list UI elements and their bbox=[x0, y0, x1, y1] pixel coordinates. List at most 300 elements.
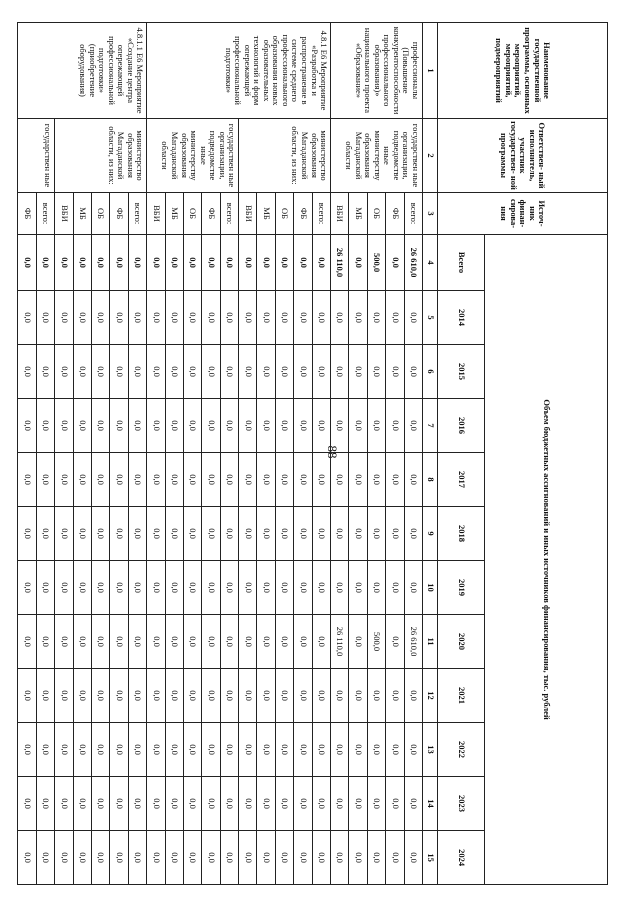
year-value-cell: 0,0 bbox=[239, 291, 257, 345]
total-value-cell: 0,0 bbox=[183, 235, 201, 291]
year-value-cell: 0,0 bbox=[349, 831, 367, 885]
year-value-cell: 0,0 bbox=[55, 507, 73, 561]
total-value-cell: 0,0 bbox=[55, 235, 73, 291]
year-value-cell: 0,0 bbox=[386, 399, 404, 453]
year-value-cell: 0,0 bbox=[18, 615, 36, 669]
source-cell: всего: bbox=[36, 193, 54, 235]
header-column-number: 9 bbox=[423, 507, 438, 561]
page-number: 88 bbox=[325, 445, 340, 459]
source-cell: ФБ bbox=[110, 193, 128, 235]
year-value-cell: 0,0 bbox=[239, 453, 257, 507]
year-value-cell: 0,0 bbox=[183, 561, 201, 615]
year-value-cell: 0,0 bbox=[386, 615, 404, 669]
header-column-number: 7 bbox=[423, 399, 438, 453]
year-value-cell: 0,0 bbox=[312, 615, 330, 669]
total-value-cell: 26 610,0 bbox=[404, 235, 422, 291]
year-value-cell: 0,0 bbox=[404, 723, 422, 777]
year-value-cell: 0,0 bbox=[36, 345, 54, 399]
header-year: Всего bbox=[438, 235, 485, 291]
year-value-cell: 0,0 bbox=[36, 561, 54, 615]
year-value-cell: 0,0 bbox=[331, 723, 349, 777]
year-value-cell: 0,0 bbox=[73, 615, 91, 669]
year-value-cell: 500,0 bbox=[367, 615, 385, 669]
header-column-number: 10 bbox=[423, 561, 438, 615]
year-value-cell: 0,0 bbox=[91, 777, 109, 831]
year-value-cell: 0,0 bbox=[331, 669, 349, 723]
year-value-cell: 0,0 bbox=[239, 777, 257, 831]
year-value-cell: 0,0 bbox=[367, 399, 385, 453]
header-year: 2021 bbox=[438, 669, 485, 723]
year-value-cell: 0,0 bbox=[257, 453, 275, 507]
total-value-cell: 0,0 bbox=[147, 235, 165, 291]
year-value-cell: 0,0 bbox=[367, 507, 385, 561]
header-year: 2024 bbox=[438, 831, 485, 885]
year-value-cell: 0,0 bbox=[202, 615, 220, 669]
total-value-cell: 0,0 bbox=[91, 235, 109, 291]
header-column-number: 3 bbox=[423, 193, 438, 235]
year-value-cell: 0,0 bbox=[18, 669, 36, 723]
year-value-cell: 0,0 bbox=[165, 777, 183, 831]
year-value-cell: 0,0 bbox=[110, 345, 128, 399]
year-value-cell: 0,0 bbox=[165, 345, 183, 399]
year-value-cell: 0,0 bbox=[147, 615, 165, 669]
year-value-cell: 0,0 bbox=[220, 507, 238, 561]
source-cell: ОБ bbox=[183, 193, 201, 235]
header-year: 2017 bbox=[438, 453, 485, 507]
year-value-cell: 0,0 bbox=[404, 291, 422, 345]
table-row bbox=[404, 23, 422, 885]
year-value-cell: 0,0 bbox=[110, 507, 128, 561]
source-cell: МБ bbox=[165, 193, 183, 235]
year-value-cell: 0,0 bbox=[386, 831, 404, 885]
source-cell: ОБ bbox=[367, 193, 385, 235]
year-value-cell: 0,0 bbox=[110, 453, 128, 507]
year-value-cell: 0,0 bbox=[239, 507, 257, 561]
total-value-cell: 26 110,0 bbox=[331, 235, 349, 291]
table-row bbox=[220, 23, 238, 885]
measure-name-cell: 4.8.1 Е6 Мероприятие «Разработка и распространение в системе среднего профессионального образования новых образовательных технологий и форм опережающей профессиональной подготовки» bbox=[147, 23, 331, 119]
header-column-number: 11 bbox=[423, 615, 438, 669]
executor-cell: министерство образования Магаданской области, из них: bbox=[239, 119, 331, 193]
year-value-cell: 0,0 bbox=[202, 345, 220, 399]
year-value-cell: 0,0 bbox=[257, 399, 275, 453]
source-cell: МБ bbox=[257, 193, 275, 235]
funding-table bbox=[17, 22, 608, 885]
header-executor: Ответствен- ный исполнитель, участник государствен- ной программы bbox=[438, 119, 608, 193]
year-value-cell: 0,0 bbox=[349, 399, 367, 453]
year-value-cell: 0,0 bbox=[257, 507, 275, 561]
measure-name-cell: профессионалы (Повышение конкурентоспособности профессионального образования)» национального проекта «Образование» bbox=[331, 23, 423, 119]
year-value-cell: 0,0 bbox=[36, 453, 54, 507]
year-value-cell: 0,0 bbox=[220, 615, 238, 669]
year-value-cell: 0,0 bbox=[55, 723, 73, 777]
total-value-cell: 0,0 bbox=[110, 235, 128, 291]
year-value-cell: 0,0 bbox=[220, 291, 238, 345]
header-year: 2016 bbox=[438, 399, 485, 453]
year-value-cell: 0,0 bbox=[294, 615, 312, 669]
executor-cell: государствен ные организации, подведомстве нные министерству образования Магаданской области bbox=[147, 119, 239, 193]
header-column-number: 6 bbox=[423, 345, 438, 399]
year-value-cell: 0,0 bbox=[202, 561, 220, 615]
source-cell: ВБИ bbox=[147, 193, 165, 235]
year-value-cell: 0,0 bbox=[312, 723, 330, 777]
header-column-numbers bbox=[423, 23, 438, 885]
year-value-cell: 0,0 bbox=[73, 399, 91, 453]
year-value-cell: 0,0 bbox=[183, 291, 201, 345]
header-name: Наименование государственной программы, основных мероприятий, мероприятий, подмероприятий bbox=[438, 23, 608, 119]
year-value-cell: 0,0 bbox=[220, 453, 238, 507]
year-value-cell: 0,0 bbox=[91, 399, 109, 453]
source-cell: МБ bbox=[349, 193, 367, 235]
total-value-cell: 0,0 bbox=[165, 235, 183, 291]
total-value-cell: 0,0 bbox=[349, 235, 367, 291]
year-value-cell: 0,0 bbox=[404, 453, 422, 507]
source-cell: всего: bbox=[312, 193, 330, 235]
year-value-cell: 0,0 bbox=[18, 831, 36, 885]
year-value-cell: 0,0 bbox=[55, 615, 73, 669]
header-year: 2015 bbox=[438, 345, 485, 399]
year-value-cell: 0,0 bbox=[55, 345, 73, 399]
header-column-number: 8 bbox=[423, 453, 438, 507]
total-value-cell: 0,0 bbox=[386, 235, 404, 291]
year-value-cell: 0,0 bbox=[404, 345, 422, 399]
year-value-cell: 0,0 bbox=[165, 291, 183, 345]
year-value-cell: 0,0 bbox=[239, 615, 257, 669]
header-year: 2018 bbox=[438, 507, 485, 561]
year-value-cell: 0,0 bbox=[257, 615, 275, 669]
year-value-cell: 0,0 bbox=[36, 777, 54, 831]
source-cell: всего: bbox=[404, 193, 422, 235]
total-value-cell: 0,0 bbox=[202, 235, 220, 291]
year-value-cell: 0,0 bbox=[147, 777, 165, 831]
year-value-cell: 0,0 bbox=[386, 777, 404, 831]
table-body bbox=[18, 23, 423, 885]
year-value-cell: 0,0 bbox=[73, 723, 91, 777]
year-value-cell: 0,0 bbox=[312, 561, 330, 615]
year-value-cell: 0,0 bbox=[147, 831, 165, 885]
year-value-cell: 0,0 bbox=[257, 669, 275, 723]
source-cell: ФБ bbox=[202, 193, 220, 235]
year-value-cell: 0,0 bbox=[294, 507, 312, 561]
year-value-cell: 0,0 bbox=[183, 345, 201, 399]
year-value-cell: 0,0 bbox=[367, 777, 385, 831]
total-value-cell: 0,0 bbox=[18, 235, 36, 291]
source-cell: ФБ bbox=[294, 193, 312, 235]
year-value-cell: 0,0 bbox=[404, 777, 422, 831]
year-value-cell: 0,0 bbox=[128, 831, 146, 885]
year-value-cell: 0,0 bbox=[73, 507, 91, 561]
year-value-cell: 0,0 bbox=[349, 669, 367, 723]
year-value-cell: 0,0 bbox=[91, 615, 109, 669]
year-value-cell: 0,0 bbox=[386, 669, 404, 723]
year-value-cell: 0,0 bbox=[128, 669, 146, 723]
source-cell: всего: bbox=[128, 193, 146, 235]
year-value-cell: 0,0 bbox=[73, 345, 91, 399]
year-value-cell: 0,0 bbox=[73, 831, 91, 885]
year-value-cell: 0,0 bbox=[147, 507, 165, 561]
year-value-cell: 0,0 bbox=[36, 831, 54, 885]
year-value-cell: 0,0 bbox=[165, 561, 183, 615]
year-value-cell: 0,0 bbox=[257, 777, 275, 831]
year-value-cell: 0,0 bbox=[147, 453, 165, 507]
year-value-cell: 0,0 bbox=[55, 831, 73, 885]
rotated-page bbox=[22, 22, 608, 884]
year-value-cell: 0,0 bbox=[312, 669, 330, 723]
year-value-cell: 0,0 bbox=[220, 723, 238, 777]
year-value-cell: 0,0 bbox=[294, 291, 312, 345]
year-value-cell: 0,0 bbox=[312, 507, 330, 561]
year-value-cell: 0,0 bbox=[55, 399, 73, 453]
year-value-cell: 0,0 bbox=[183, 831, 201, 885]
year-value-cell: 0,0 bbox=[404, 507, 422, 561]
year-value-cell: 0,0 bbox=[128, 561, 146, 615]
year-value-cell: 0,0 bbox=[36, 669, 54, 723]
year-value-cell: 0,0 bbox=[110, 291, 128, 345]
year-value-cell: 0,0 bbox=[202, 507, 220, 561]
year-value-cell: 0,0 bbox=[220, 669, 238, 723]
year-value-cell: 0,0 bbox=[312, 291, 330, 345]
year-value-cell: 0,0 bbox=[128, 615, 146, 669]
year-value-cell: 0,0 bbox=[202, 399, 220, 453]
header-year: 2019 bbox=[438, 561, 485, 615]
year-value-cell: 0,0 bbox=[367, 345, 385, 399]
year-value-cell: 0,0 bbox=[183, 723, 201, 777]
year-value-cell: 0,0 bbox=[220, 831, 238, 885]
year-value-cell: 0,0 bbox=[257, 723, 275, 777]
year-value-cell: 0,0 bbox=[349, 723, 367, 777]
year-value-cell: 0,0 bbox=[294, 345, 312, 399]
source-cell: ФБ bbox=[18, 193, 36, 235]
year-value-cell: 0,0 bbox=[91, 291, 109, 345]
header-source: Источ- ник финан- сирова- ния bbox=[438, 193, 608, 235]
source-cell: всего: bbox=[220, 193, 238, 235]
year-value-cell: 0,0 bbox=[147, 291, 165, 345]
year-value-cell: 0,0 bbox=[239, 561, 257, 615]
header-column-number: 14 bbox=[423, 777, 438, 831]
year-value-cell: 0,0 bbox=[73, 453, 91, 507]
year-value-cell: 0,0 bbox=[386, 291, 404, 345]
year-value-cell: 0,0 bbox=[73, 669, 91, 723]
year-value-cell: 0,0 bbox=[386, 453, 404, 507]
year-value-cell: 0,0 bbox=[128, 507, 146, 561]
year-value-cell: 0,0 bbox=[294, 669, 312, 723]
year-value-cell: 0,0 bbox=[165, 453, 183, 507]
year-value-cell: 0,0 bbox=[91, 453, 109, 507]
year-value-cell: 0,0 bbox=[367, 561, 385, 615]
year-value-cell: 0,0 bbox=[36, 507, 54, 561]
year-value-cell: 0,0 bbox=[257, 345, 275, 399]
year-value-cell: 0,0 bbox=[55, 669, 73, 723]
year-value-cell: 0,0 bbox=[147, 723, 165, 777]
table-row bbox=[36, 23, 54, 885]
year-value-cell: 0,0 bbox=[36, 399, 54, 453]
table-row bbox=[128, 23, 146, 885]
year-value-cell: 0,0 bbox=[55, 453, 73, 507]
year-value-cell: 0,0 bbox=[165, 831, 183, 885]
year-value-cell: 0,0 bbox=[91, 345, 109, 399]
year-value-cell: 0,0 bbox=[404, 399, 422, 453]
year-value-cell: 0,0 bbox=[331, 399, 349, 453]
total-value-cell: 0,0 bbox=[128, 235, 146, 291]
year-value-cell: 0,0 bbox=[275, 723, 293, 777]
year-value-cell: 0,0 bbox=[183, 777, 201, 831]
total-value-cell: 0,0 bbox=[294, 235, 312, 291]
year-value-cell: 0,0 bbox=[220, 399, 238, 453]
year-value-cell: 0,0 bbox=[55, 291, 73, 345]
year-value-cell: 0,0 bbox=[275, 453, 293, 507]
source-cell: ВБИ bbox=[239, 193, 257, 235]
header-year: 2023 bbox=[438, 777, 485, 831]
year-value-cell: 0,0 bbox=[147, 561, 165, 615]
year-value-cell: 0,0 bbox=[404, 561, 422, 615]
source-cell: ОБ bbox=[91, 193, 109, 235]
year-value-cell: 26 610,0 bbox=[404, 615, 422, 669]
year-value-cell: 0,0 bbox=[202, 291, 220, 345]
year-value-cell: 0,0 bbox=[36, 615, 54, 669]
year-value-cell: 0,0 bbox=[349, 561, 367, 615]
header-column-number: 4 bbox=[423, 235, 438, 291]
table-header bbox=[423, 23, 608, 885]
year-value-cell: 0,0 bbox=[165, 669, 183, 723]
total-value-cell: 0,0 bbox=[275, 235, 293, 291]
year-value-cell: 0,0 bbox=[183, 615, 201, 669]
year-value-cell: 0,0 bbox=[147, 345, 165, 399]
year-value-cell: 0,0 bbox=[239, 669, 257, 723]
year-value-cell: 0,0 bbox=[165, 399, 183, 453]
year-value-cell: 0,0 bbox=[202, 669, 220, 723]
year-value-cell: 0,0 bbox=[312, 777, 330, 831]
header-column-number: 2 bbox=[423, 119, 438, 193]
year-value-cell: 0,0 bbox=[331, 561, 349, 615]
year-value-cell: 26 110,0 bbox=[331, 615, 349, 669]
year-value-cell: 0,0 bbox=[331, 291, 349, 345]
executor-cell: министерство образования Магаданской области, из них: bbox=[55, 119, 147, 193]
year-value-cell: 0,0 bbox=[220, 345, 238, 399]
year-value-cell: 0,0 bbox=[128, 399, 146, 453]
year-value-cell: 0,0 bbox=[55, 777, 73, 831]
year-value-cell: 0,0 bbox=[312, 345, 330, 399]
year-value-cell: 0,0 bbox=[404, 831, 422, 885]
year-value-cell: 0,0 bbox=[294, 561, 312, 615]
year-value-cell: 0,0 bbox=[202, 723, 220, 777]
year-value-cell: 0,0 bbox=[91, 669, 109, 723]
year-value-cell: 0,0 bbox=[128, 453, 146, 507]
year-value-cell: 0,0 bbox=[275, 399, 293, 453]
year-value-cell: 0,0 bbox=[349, 507, 367, 561]
funding-table-wrapper bbox=[22, 22, 608, 884]
source-cell: ВБИ bbox=[331, 193, 349, 235]
header-column-number: 5 bbox=[423, 291, 438, 345]
year-value-cell: 0,0 bbox=[110, 669, 128, 723]
year-value-cell: 0,0 bbox=[294, 723, 312, 777]
year-value-cell: 0,0 bbox=[367, 291, 385, 345]
year-value-cell: 0,0 bbox=[91, 507, 109, 561]
year-value-cell: 0,0 bbox=[331, 831, 349, 885]
year-value-cell: 0,0 bbox=[312, 453, 330, 507]
year-value-cell: 0,0 bbox=[110, 723, 128, 777]
year-value-cell: 0,0 bbox=[275, 615, 293, 669]
year-value-cell: 0,0 bbox=[331, 345, 349, 399]
year-value-cell: 0,0 bbox=[36, 723, 54, 777]
total-value-cell: 0,0 bbox=[73, 235, 91, 291]
year-value-cell: 0,0 bbox=[128, 291, 146, 345]
year-value-cell: 0,0 bbox=[183, 507, 201, 561]
source-cell: ВБИ bbox=[55, 193, 73, 235]
year-value-cell: 0,0 bbox=[257, 831, 275, 885]
header-column-number: 15 bbox=[423, 831, 438, 885]
year-value-cell: 0,0 bbox=[18, 453, 36, 507]
header-funding-title: Объем бюджетных ассигнований и иных источников финансирования, тыс. рублей bbox=[485, 235, 608, 885]
year-value-cell: 0,0 bbox=[239, 831, 257, 885]
source-cell: МБ bbox=[73, 193, 91, 235]
year-value-cell: 0,0 bbox=[110, 777, 128, 831]
year-value-cell: 0,0 bbox=[110, 831, 128, 885]
year-value-cell: 0,0 bbox=[349, 615, 367, 669]
year-value-cell: 0,0 bbox=[294, 453, 312, 507]
year-value-cell: 0,0 bbox=[110, 615, 128, 669]
year-value-cell: 0,0 bbox=[220, 777, 238, 831]
year-value-cell: 0,0 bbox=[239, 723, 257, 777]
year-value-cell: 0,0 bbox=[18, 507, 36, 561]
total-value-cell: 0,0 bbox=[257, 235, 275, 291]
year-value-cell: 0,0 bbox=[183, 399, 201, 453]
measure-name-cell: 4.8.1.1 Е6 Мероприятие «Создание центра опережающей профессиональной подготовки» (приобретение оборудования) bbox=[18, 23, 147, 119]
year-value-cell: 0,0 bbox=[257, 561, 275, 615]
year-value-cell: 0,0 bbox=[386, 561, 404, 615]
executor-cell: государствен ные организации, подведомстве нные министерству образования Магаданской области bbox=[331, 119, 423, 193]
year-value-cell: 0,0 bbox=[349, 777, 367, 831]
year-value-cell: 0,0 bbox=[275, 831, 293, 885]
year-value-cell: 0,0 bbox=[183, 669, 201, 723]
year-value-cell: 0,0 bbox=[349, 291, 367, 345]
year-value-cell: 0,0 bbox=[18, 723, 36, 777]
year-value-cell: 0,0 bbox=[18, 291, 36, 345]
year-value-cell: 0,0 bbox=[183, 453, 201, 507]
header-year: 2020 bbox=[438, 615, 485, 669]
total-value-cell: 0,0 bbox=[220, 235, 238, 291]
executor-cell: государствен ные bbox=[18, 119, 55, 193]
year-value-cell: 0,0 bbox=[202, 831, 220, 885]
year-value-cell: 0,0 bbox=[73, 777, 91, 831]
year-value-cell: 0,0 bbox=[349, 345, 367, 399]
year-value-cell: 0,0 bbox=[202, 453, 220, 507]
year-value-cell: 0,0 bbox=[91, 561, 109, 615]
year-value-cell: 0,0 bbox=[91, 723, 109, 777]
year-value-cell: 0,0 bbox=[18, 345, 36, 399]
table-row bbox=[312, 23, 330, 885]
header-column-number: 12 bbox=[423, 669, 438, 723]
total-value-cell: 500,0 bbox=[367, 235, 385, 291]
year-value-cell: 0,0 bbox=[275, 291, 293, 345]
year-value-cell: 0,0 bbox=[275, 561, 293, 615]
year-value-cell: 0,0 bbox=[404, 669, 422, 723]
year-value-cell: 0,0 bbox=[275, 507, 293, 561]
year-value-cell: 0,0 bbox=[128, 723, 146, 777]
year-value-cell: 0,0 bbox=[294, 831, 312, 885]
year-value-cell: 0,0 bbox=[165, 615, 183, 669]
year-value-cell: 0,0 bbox=[275, 345, 293, 399]
year-value-cell: 0,0 bbox=[55, 561, 73, 615]
year-value-cell: 0,0 bbox=[257, 291, 275, 345]
year-value-cell: 0,0 bbox=[386, 507, 404, 561]
year-value-cell: 0,0 bbox=[147, 669, 165, 723]
year-value-cell: 0,0 bbox=[367, 831, 385, 885]
year-value-cell: 0,0 bbox=[165, 507, 183, 561]
year-value-cell: 0,0 bbox=[349, 453, 367, 507]
year-value-cell: 0,0 bbox=[312, 831, 330, 885]
year-value-cell: 0,0 bbox=[110, 399, 128, 453]
year-value-cell: 0,0 bbox=[275, 777, 293, 831]
